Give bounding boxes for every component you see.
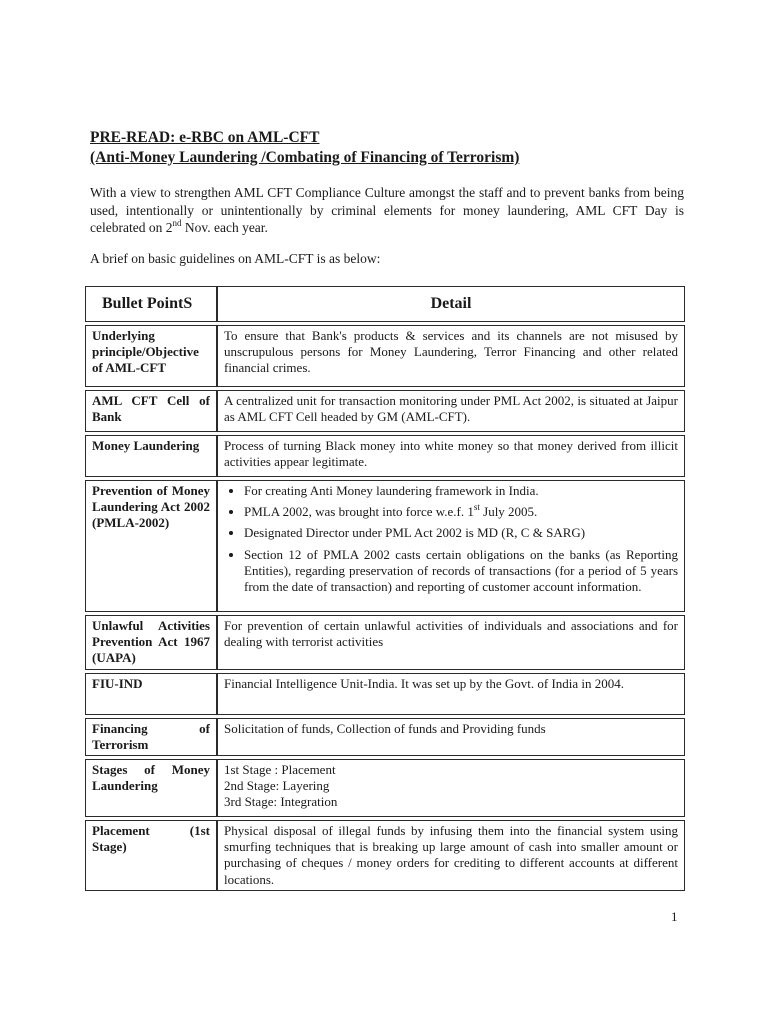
header-cell-detail [217, 286, 685, 322]
document-subtitle: (Anti-Money Laundering /Combating of Financing of Terrorism) [90, 149, 520, 166]
table-body [85, 325, 685, 891]
table-row [85, 718, 685, 756]
row-detail-cell: Physical disposal of illegal funds by infusing them into the financial system using smurfing techniques that is breaking up large amount of cash into smaller amount or purchasing of cheques / money orders for crediting to different accounts at different locations. [217, 820, 685, 891]
table-row [85, 759, 685, 817]
bullet-item: • Designated Director under PML Act 2002 is MD (R, C & SARG) [244, 525, 678, 541]
row-key-cell: Unlawful Activities Prevention Act 1967 (UAPA) [85, 615, 217, 670]
row-key-cell: AML CFT Cell of Bank [85, 390, 217, 432]
table-row [85, 390, 685, 432]
row-key-cell: Stages of Money Laundering [85, 759, 217, 817]
row-detail-cell: A centralized unit for transaction monitoring under PML Act 2002, is situated at Jaipur as AML CFT Cell headed by GM (AML-CFT). [217, 390, 685, 432]
bullet-item: • Section 12 of PMLA 2002 casts certain obligations on the banks (as Reporting Entities), regarding preservation of records of transactions (for a period of 5 years from the date of transaction) and reporting of customer account information. [244, 547, 678, 596]
row-detail-cell: Solicitation of funds, Collection of funds and Providing funds [217, 718, 685, 756]
intro-text: With a view to strengthen AML CFT Compliance Culture amongst the staff and to prevent banks from being used, intentionally or unintentionally by criminal elements for money laundering, AML CFT Day is celebrated on 2 [90, 185, 684, 235]
row-key-cell: Money Laundering [85, 435, 217, 477]
intro-superscript: nd [172, 217, 182, 228]
brief-paragraph: A brief on basic guidelines on AML-CFT is as below: [90, 251, 381, 266]
table-row [85, 325, 685, 387]
row-detail-cell: To ensure that Bank's products & services and its channels are not misused by unscrupulous persons for Money Laundering, Terror Financing and other related financial crimes. [217, 325, 685, 387]
detail-line: 3rd Stage: Integration [224, 794, 338, 810]
row-key-cell: FIU-IND [85, 673, 217, 715]
detail-line: 1st Stage : Placement [224, 762, 336, 778]
row-key-cell: Underlying principle/Objective of AML-CFT [85, 325, 217, 387]
table-row [85, 673, 685, 715]
document-title: PRE-READ: e-RBC on AML-CFT [90, 129, 320, 146]
table-header-row [85, 286, 685, 322]
intro-text-end: Nov. each year. [181, 220, 268, 235]
header-label: Bullet PointS [102, 294, 193, 312]
detail-line: 2nd Stage: Layering [224, 778, 330, 794]
header-cell-bullet-points [85, 286, 217, 322]
row-detail-cell [217, 759, 685, 817]
table-row [85, 820, 685, 891]
row-key-cell: Financing of Terrorism [85, 718, 217, 756]
bullet-item: • PMLA 2002, was brought into force w.e.f. 1st July 2005. [244, 504, 678, 520]
ordinal-superscript: st [473, 501, 480, 512]
header-label: Detail [430, 294, 472, 312]
intro-paragraph [90, 184, 684, 237]
bullet-item: • For creating Anti Money laundering framework in India. [244, 483, 678, 499]
row-key-cell: Placement (1st Stage) [85, 820, 217, 891]
detail-bullet-list [224, 483, 678, 595]
guidelines-table [85, 283, 685, 894]
table-row [85, 615, 685, 670]
table-row [85, 480, 685, 612]
page-number: 1 [671, 909, 678, 924]
row-detail-cell: Financial Intelligence Unit-India. It was set up by the Govt. of India in 2004. [217, 673, 685, 715]
row-detail-cell: For prevention of certain unlawful activities of individuals and associations and for dealing with terrorist activities [217, 615, 685, 670]
row-key-cell: Prevention of Money Laundering Act 2002 (PMLA-2002) [85, 480, 217, 612]
row-detail-cell: Process of turning Black money into white money so that money derived from illicit activities appear legitimate. [217, 435, 685, 477]
row-detail-cell [217, 480, 685, 612]
table-row [85, 435, 685, 477]
